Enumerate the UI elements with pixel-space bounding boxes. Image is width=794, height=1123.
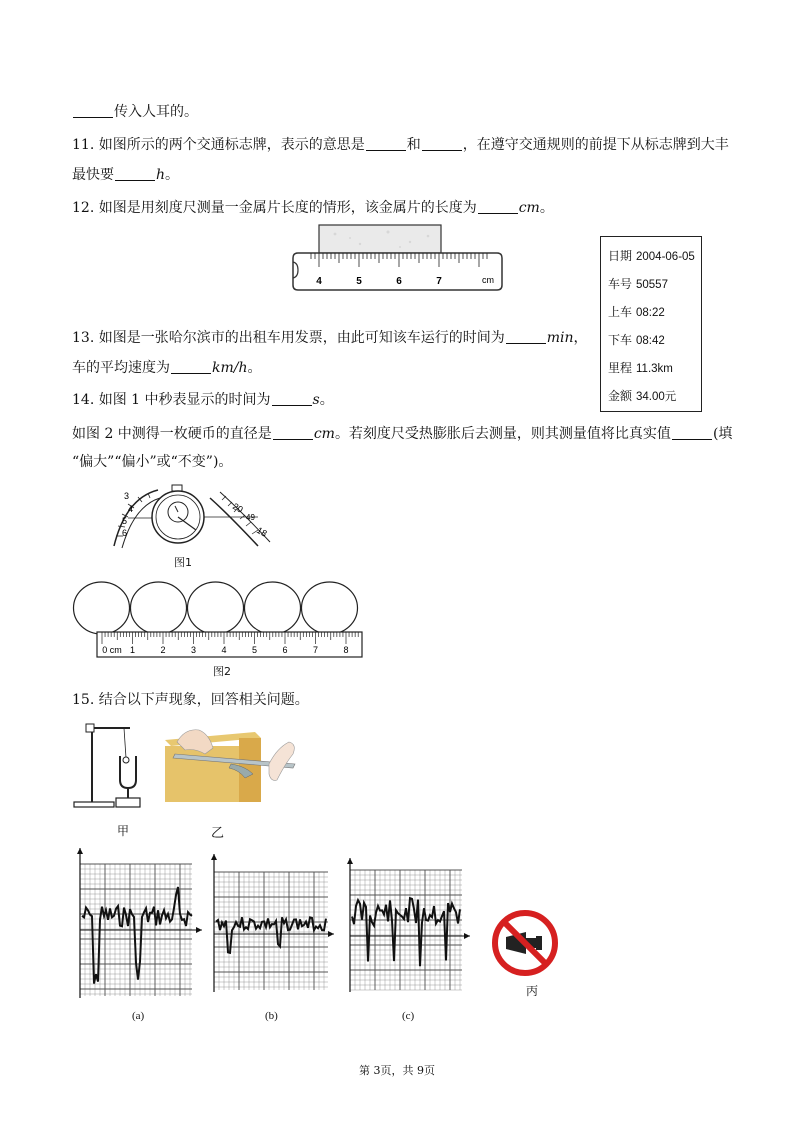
second-label: 18 — [255, 525, 269, 539]
waveform-a — [74, 846, 202, 1008]
q14-line1: 14. 如图 1 中秒表显示的时间为 s。 — [72, 392, 334, 408]
wave-label-a: (a) — [132, 1010, 145, 1022]
coin — [245, 582, 301, 634]
minute-label: 6 — [122, 528, 128, 538]
ruler-label: 4 — [316, 276, 322, 287]
tuning-fork-apparatus — [70, 718, 160, 810]
answer-blank[interactable] — [73, 103, 113, 118]
metal-piece — [319, 225, 441, 253]
second-label: 20 — [231, 501, 245, 515]
ruler-label: 6 — [282, 645, 288, 655]
wave-label-b: (b) — [265, 1010, 278, 1022]
ruler-label: 6 — [396, 276, 402, 287]
ruler-unit-label: cm — [482, 275, 494, 285]
answer-blank[interactable] — [272, 391, 312, 406]
ruler-figure — [290, 222, 505, 294]
minute-label: 3 — [124, 491, 130, 501]
answer-blank[interactable] — [171, 359, 211, 374]
fig1-caption: 图1 — [174, 556, 192, 569]
receipt-row-car: 车号 50557 — [608, 277, 668, 291]
coin — [131, 582, 187, 634]
minute-label: 4 — [128, 504, 134, 514]
receipt-row-distance: 里程 11.3km — [608, 361, 673, 375]
q14-line2: 如图 2 中测得一枚硬币的直径是 cm。若刻度尺受热膨胀后去测量，则其测量值将比真实值 (填 — [72, 426, 733, 442]
coin — [188, 582, 244, 634]
ruler-label: 1 — [129, 645, 136, 655]
ruler-label: 7 — [436, 276, 442, 287]
ruler-label: 4 — [221, 645, 227, 655]
q15-line: 15. 结合以下声现象，回答相关问题。 — [72, 692, 309, 708]
q14-line3: “偏大”“偏小”或“不变”)。 — [72, 454, 233, 470]
ruler-label: 0 cm — [102, 645, 122, 655]
q10-tail: 传入人耳的。 — [72, 102, 198, 122]
page-footer: 第 3页，共 9页 — [359, 1064, 435, 1077]
label-jia: 甲 — [117, 824, 130, 838]
waveform-b — [206, 852, 334, 1008]
stopwatch-crown — [172, 485, 182, 491]
ruler-label: 7 — [312, 645, 319, 655]
q11-line1: 11. 如图所示的两个交通标志牌，表示的意思是 和 ，在遵守交通规则的前提下从标志牌到大丰 — [72, 137, 729, 153]
answer-blank[interactable] — [478, 199, 518, 214]
fig2-caption: 图2 — [213, 665, 231, 678]
ruler-label: 8 — [343, 645, 349, 655]
ruler-on-table-photo — [165, 724, 300, 806]
answer-blank[interactable] — [422, 136, 462, 151]
taxi-receipt — [600, 236, 702, 412]
ruler-label: 2 — [160, 645, 166, 655]
no-horn-sign — [490, 908, 560, 978]
receipt-row-amount: 金额 34.00元 — [608, 389, 677, 403]
pendulum-ball — [123, 757, 129, 763]
q13-line1: 13. 如图是一张哈尔滨市的出租车用发票，由此可知该车运行的时间为 min， — [72, 330, 588, 346]
coin — [302, 582, 358, 634]
q11-line2: 最快要 h。 — [72, 167, 180, 183]
ruler-label: 3 — [190, 645, 197, 655]
answer-blank[interactable] — [273, 425, 313, 440]
receipt-row-date: 日期 2004-06-05 — [608, 249, 695, 263]
answer-blank[interactable] — [672, 425, 712, 440]
minute-label: 5 — [122, 516, 128, 526]
ruler2-body — [97, 632, 362, 657]
waveform-c — [342, 856, 470, 1008]
finger-icon — [269, 742, 294, 780]
receipt-row-alight: 下车 08:42 — [608, 333, 665, 347]
ruler-label: 5 — [251, 645, 258, 655]
second-label: 49 — [246, 513, 255, 522]
answer-blank[interactable] — [115, 166, 155, 181]
stopwatch-figure — [108, 484, 278, 554]
receipt-row-board: 上车 08:22 — [608, 305, 665, 319]
label-bing: 丙 — [526, 984, 539, 998]
q13-line2: 车的平均速度为 km/h。 — [72, 360, 262, 376]
ruler-label: 5 — [356, 276, 362, 287]
answer-blank[interactable] — [366, 136, 406, 151]
wave-label-c: (c) — [402, 1010, 415, 1022]
coin — [74, 582, 130, 634]
answer-blank[interactable] — [506, 329, 546, 344]
coins-ruler-figure — [72, 580, 372, 660]
q12-line: 12. 如图是用刻度尺测量一金属片长度的情形，该金属片的长度为 cm。 — [72, 200, 554, 216]
label-yi: 乙 — [211, 826, 225, 841]
